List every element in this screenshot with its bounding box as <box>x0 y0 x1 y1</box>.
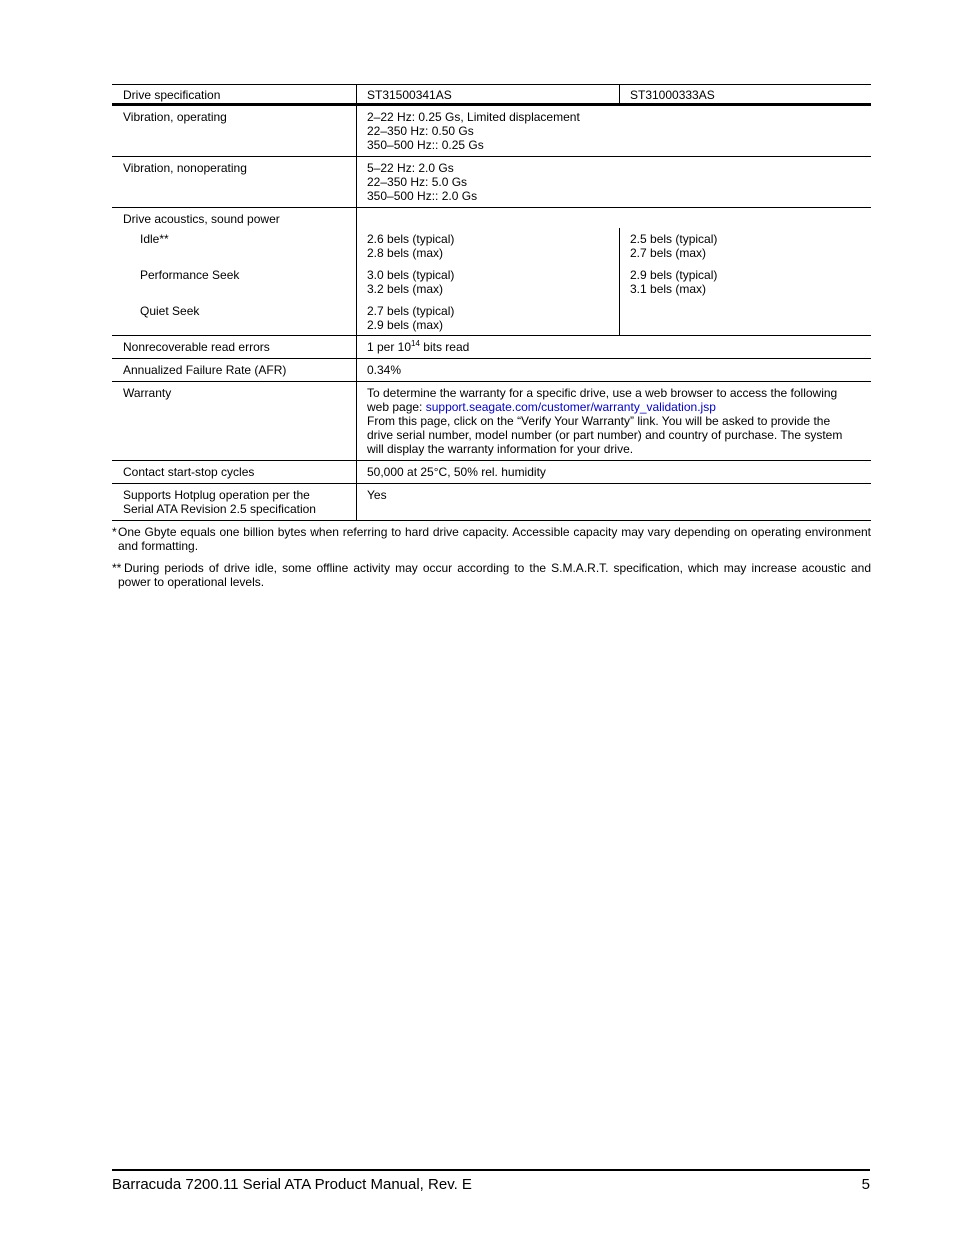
row-value <box>620 264 872 300</box>
value-line: 22–350 Hz: 5.0 Gs <box>367 175 468 189</box>
warranty-link[interactable]: support.seagate.com/customer/warranty_validation.jsp <box>425 400 716 414</box>
label-line: Supports Hotplug operation per the <box>123 488 310 502</box>
value-line: 3.0 bels (typical) <box>367 268 455 282</box>
value-suffix: bits read <box>419 340 470 354</box>
warranty-text-2: From this page, click on the “Verify Your Warranty” link. You will be asked to provide the drive serial number, model number (or part number) and country of purchase. The system will display the warranty information for your drive. <box>367 414 843 456</box>
table-row-acoustics-idle <box>112 228 871 264</box>
value-line: 22–350 Hz: 0.50 Gs <box>367 124 474 138</box>
row-label: Contact start-stop cycles <box>112 461 357 484</box>
table-row-vibration-operating <box>112 105 871 157</box>
row-label: Nonrecoverable read errors <box>112 336 357 359</box>
row-value-empty <box>357 208 872 229</box>
footnote-text: One Gbyte equals one billion bytes when referring to hard drive capacity. Accessible capacity may vary depending on operating environment and formatting. <box>118 525 871 553</box>
table-row-hotplug <box>112 484 871 521</box>
value-line: 2.5 bels (typical) <box>630 232 718 246</box>
value-line: 2.9 bels (typical) <box>630 268 718 282</box>
row-value-empty <box>620 300 872 336</box>
page-number: 5 <box>861 1176 870 1193</box>
header-model-st31000333as: ST31000333AS <box>620 85 872 105</box>
footnote-mark: * <box>112 525 117 539</box>
table-row-start-stop <box>112 461 871 484</box>
value-prefix: 1 per 10 <box>367 340 412 354</box>
value-line: 2.8 bels (max) <box>367 246 444 260</box>
row-value <box>357 264 620 300</box>
row-value <box>357 382 872 461</box>
row-sublabel: Performance Seek <box>140 268 240 282</box>
row-label: Vibration, nonoperating <box>112 157 357 208</box>
footnote <box>112 525 871 553</box>
row-value <box>357 105 872 157</box>
value-line: 2.9 bels (max) <box>367 318 444 332</box>
value-line: 5–22 Hz: 2.0 Gs <box>367 161 454 175</box>
row-value <box>357 228 620 264</box>
footnotes <box>112 525 871 597</box>
table-row-acoustics-quiet-seek <box>112 300 871 336</box>
row-value <box>357 300 620 336</box>
row-sublabel: Idle** <box>140 232 169 246</box>
table-row-vibration-nonoperating <box>112 157 871 208</box>
row-value <box>620 228 872 264</box>
footer-divider <box>112 1169 870 1171</box>
table-header-row <box>112 85 871 105</box>
value-line: 2.7 bels (typical) <box>367 304 455 318</box>
row-value <box>357 336 872 359</box>
row-value: 0.34% <box>357 359 872 382</box>
row-label: Annualized Failure Rate (AFR) <box>112 359 357 382</box>
label-line: Serial ATA Revision 2.5 specification <box>123 502 316 516</box>
table-row-afr <box>112 359 871 382</box>
value-line: 2.7 bels (max) <box>630 246 707 260</box>
row-label: Vibration, operating <box>112 105 357 157</box>
table-row-nonrecoverable-errors <box>112 336 871 359</box>
value-line: 350–500 Hz:: 0.25 Gs <box>367 138 484 152</box>
header-model-st31500341as: ST31500341AS <box>357 85 620 105</box>
value-line: 3.2 bels (max) <box>367 282 444 296</box>
value-line: 350–500 Hz:: 2.0 Gs <box>367 189 478 203</box>
row-sublabel: Quiet Seek <box>112 300 357 336</box>
value-line: 2.6 bels (typical) <box>367 232 455 246</box>
warranty-text-1: To determine the warranty for a specific drive, use a web browser to access the following web page: <box>367 386 838 414</box>
row-value: 50,000 at 25°C, 50% rel. humidity <box>357 461 872 484</box>
row-value <box>357 157 872 208</box>
table-row-warranty <box>112 382 871 461</box>
table-row-acoustics-label <box>112 208 871 229</box>
row-label: Drive acoustics, sound power <box>123 212 280 226</box>
row-value: Yes <box>357 484 872 521</box>
footnote-mark: ** <box>112 561 122 575</box>
footnote <box>112 561 871 589</box>
header-drive-specification: Drive specification <box>112 85 357 105</box>
row-label: Warranty <box>112 382 357 461</box>
footnote-text: During periods of drive idle, some offline activity may occur according to the S.M.A.R.T. specification, which may increase acoustic and power to operational levels. <box>118 561 871 589</box>
value-line: 2–22 Hz: 0.25 Gs, Limited displacement <box>367 110 580 124</box>
drive-spec-table <box>112 84 871 521</box>
value-line: 3.1 bels (max) <box>630 282 707 296</box>
row-label <box>112 484 357 521</box>
value-exponent: 14 <box>411 339 420 348</box>
footer-title: Barracuda 7200.11 Serial ATA Product Manual, Rev. E <box>112 1176 472 1193</box>
table-row-acoustics-performance-seek <box>112 264 871 300</box>
